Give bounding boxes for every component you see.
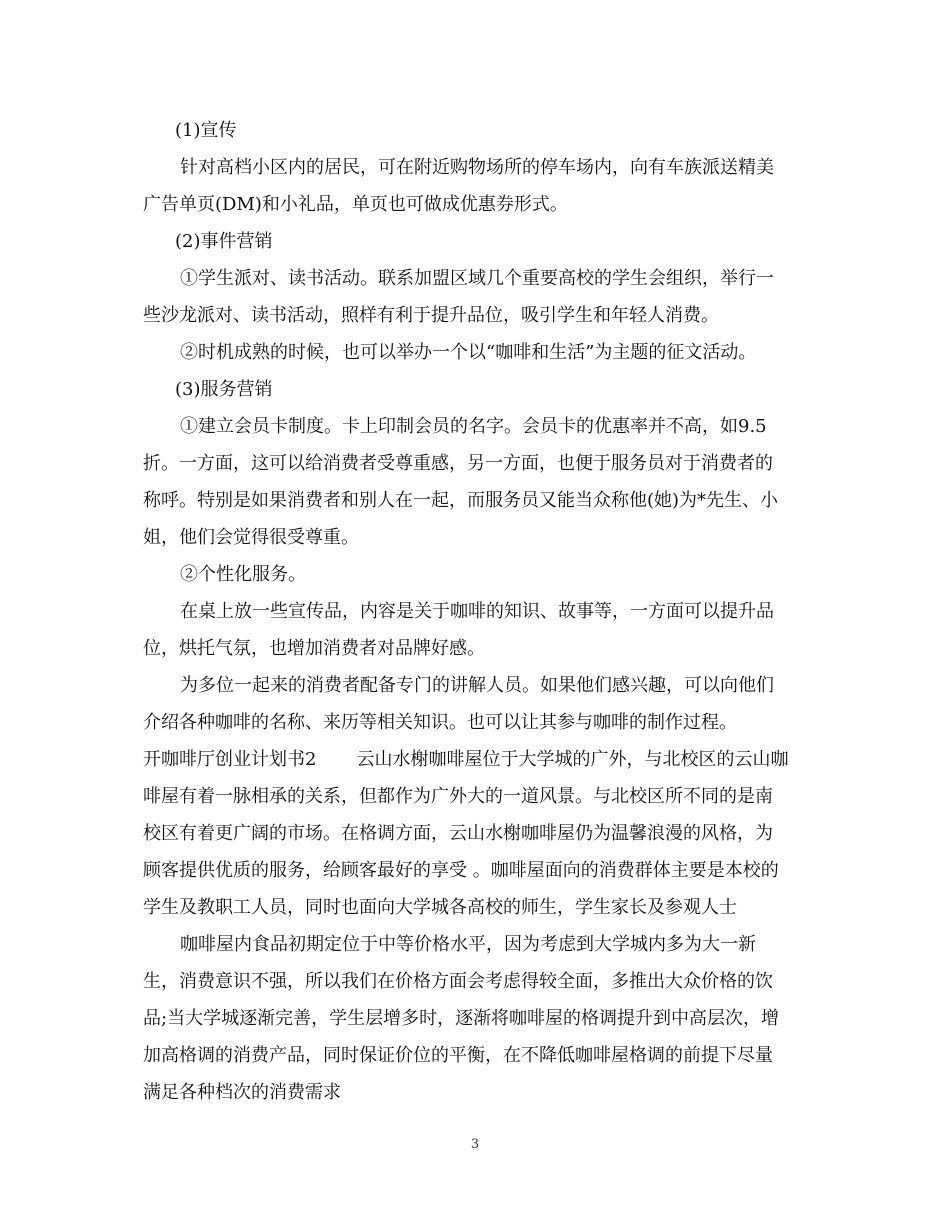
paragraph-line-with-title xyxy=(143,741,813,778)
paragraph-line: 学生及教职工人员，同时也面向大学城各高校的师生，学生家长及参观人士 xyxy=(143,897,737,918)
paragraph-line: ②时机成熟的时候，也可以举办一个以“咖啡和生活”为主题的征文活动。 xyxy=(180,342,757,363)
paragraph-line: 折。一方面，这可以给消费者受尊重感，另一方面，也便于服务员对于消费者的 xyxy=(143,453,773,474)
paragraph-line: 在桌上放一些宣传品，内容是关于咖啡的知识、故事等，一方面可以提升品 xyxy=(180,601,774,622)
paragraph-line: 咖啡屋内食品初期定位于中等价格水平，因为考虑到大学城内多为大一新 xyxy=(180,934,756,955)
paragraph-line: 校区有着更广阔的市场。在格调方面，云山水榭咖啡屋仍为温馨浪漫的风格，为 xyxy=(143,823,773,844)
paragraph-line: ②个性化服务。 xyxy=(180,564,306,585)
paragraph-line: 加高格调的消费产品，同时保证价位的平衡，在不降低咖啡屋格调的前提下尽量 xyxy=(143,1045,773,1066)
paragraph-line: 为多位一起来的消费者配备专门的讲解人员。如果他们感兴趣，可以向他们 xyxy=(180,675,774,696)
page-number: 3 xyxy=(470,1137,480,1152)
paragraph-line: 针对高档小区内的居民，可在附近购物场所的停车场内，向有车族派送精美 xyxy=(180,157,774,178)
section-heading: (3)服务营销 xyxy=(175,379,273,400)
document-title: 开咖啡厅创业计划书2 xyxy=(143,749,317,770)
section-heading: (1)宣传 xyxy=(175,120,237,141)
paragraph-line: 顾客提供优质的服务，给顾客最好的享受 。咖啡屋面向的消费群体主要是本校的 xyxy=(143,860,779,881)
paragraph-line: ①学生派对、读书活动。联系加盟区域几个重要高校的学生会组织，举行一 xyxy=(180,268,774,289)
paragraph-line: 介绍各种咖啡的名称、来历等相关知识。也可以让其参与咖啡的制作过程。 xyxy=(143,712,737,733)
paragraph-line: 广告单页(DM)和小礼品，单页也可做成优惠券形式。 xyxy=(143,194,568,215)
paragraph-text: 云山水榭咖啡屋位于大学城的广外，与北校区的云山咖 xyxy=(356,749,789,770)
document-body xyxy=(143,112,813,1111)
paragraph-line: 称呼。特别是如果消费者和别人在一起，而服务员又能当众称他(她)为*先生、小 xyxy=(143,490,779,511)
paragraph-line: ①建立会员卡制度。卡上印制会员的名字。会员卡的优惠率并不高，如9.5 xyxy=(180,416,767,437)
paragraph-line: 啡屋有着一脉相承的关系，但都作为广外大的一道风景。与北校区所不同的是南 xyxy=(143,786,773,807)
paragraph-line: 姐，他们会觉得很受尊重。 xyxy=(143,527,359,548)
section-heading: (2)事件营销 xyxy=(175,231,273,252)
paragraph-line: 生，消费意识不强，所以我们在价格方面会考虑得较全面，多推出大众价格的饮 xyxy=(143,971,773,992)
paragraph-line: 位，烘托气氛，也增加消费者对品牌好感。 xyxy=(143,638,485,659)
paragraph-line: 些沙龙派对、读书活动，照样有利于提升品位，吸引学生和年轻人消费。 xyxy=(143,305,719,326)
paragraph-line: 品;当大学城逐渐完善，学生层增多时，逐渐将咖啡屋的格调提升到中高层次，增 xyxy=(143,1008,780,1029)
paragraph-line: 满足各种档次的消费需求 xyxy=(143,1082,341,1103)
